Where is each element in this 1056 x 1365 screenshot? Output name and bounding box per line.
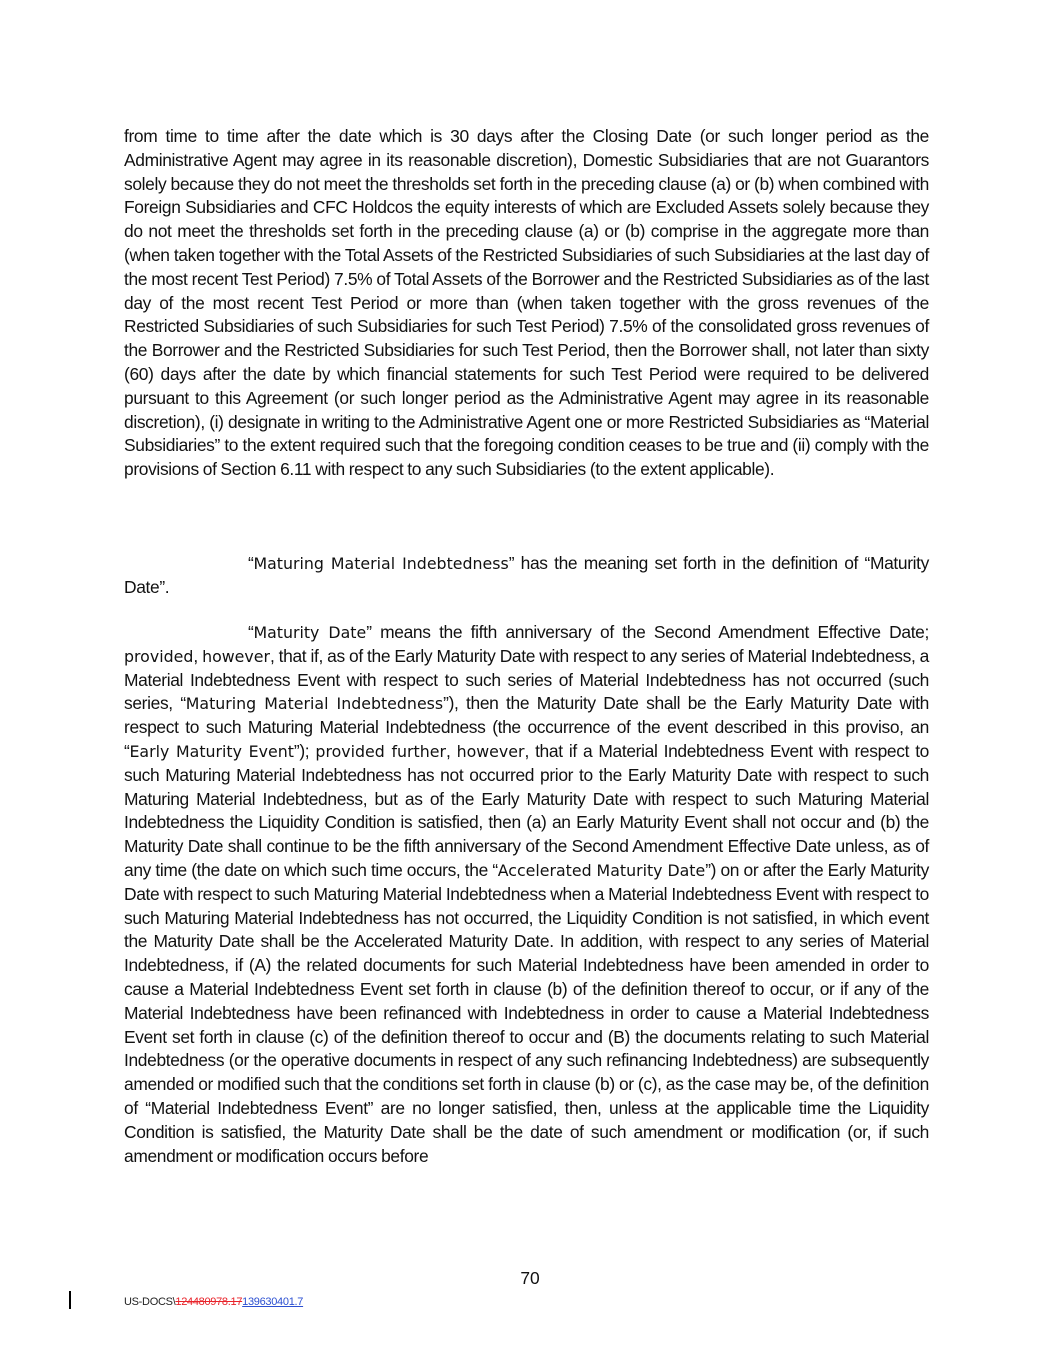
defined-term: Maturing Material Indebtedness bbox=[185, 694, 444, 714]
open-quote: “ bbox=[248, 622, 254, 642]
page-number: 70 bbox=[520, 1268, 540, 1288]
definition-text: , that if a Material Indebtedness Event with respect to such Maturing Material Indebtedness has not occurred prior to the Early Maturity Date with respect to such Maturing Material Indebtedness, but as of the Early Maturity Date with respect to such Maturing Material Indebtedness the Liquidity Condition is satisfied, then (a) an Early Maturity Event shall not occur and (b) the Maturity Date shall continue to be the fifth anniversary of the Second Amendment Effective Date unless, as of any time (the date on which such time occurs, the “ bbox=[124, 740, 930, 880]
proviso-term: provided bbox=[124, 646, 194, 666]
open-quote: “ bbox=[248, 553, 254, 573]
proviso-term: provided further bbox=[315, 741, 446, 761]
document-id bbox=[124, 1296, 303, 1308]
defined-term: Accelerated Maturity Date bbox=[497, 860, 706, 880]
proviso-term: however bbox=[202, 646, 270, 666]
doc-id-inserted: 139630401.7 bbox=[242, 1296, 304, 1308]
defined-term: Early Maturity Event bbox=[129, 741, 294, 761]
definition-text: ”); bbox=[293, 740, 316, 761]
revision-change-bar bbox=[69, 1291, 71, 1309]
definition-maturing-material-indebtedness bbox=[124, 552, 929, 600]
defined-term: Maturity Date bbox=[253, 623, 367, 642]
definition-text: ”), then the Maturity Date shall be the Early Maturity Date with respect to such Maturing Material Indebtedness (the occurrence of the event described in this proviso, an “ bbox=[124, 693, 929, 761]
definition-text: ”) on or after the Early Maturity Date with respect to such Maturing Material Indebtedness when a Material Indebtedness Event with respect to such Maturing Material Indebtedness has not occurred, the Liquidity Condition is not satisfied, in which event the Maturity Date shall be the Accelerated Maturity Date. In addition, with respect to any series of Material Indebtedness, if (A) the related documents for such Material Indebtedness have been amended in order to cause a Material Indebtedness Event set forth in clause (b) of the definition thereof to occur, or if any of the Material Indebtedness have been refinanced with Indebtedness in order to cause a Material Indebtedness Event set forth in clause (c) of the definition thereof to occur and (B) the documents relating to such Material Indebtedness (or the operative documents in respect of any such refinancing Indebtedness) are subsequently amended or modified such that the conditions set forth in clause (b) or (c), as the case may be, of the definition of “Material Indebtedness Event” are no longer satisfied, then, unless at the applicable time the Liquidity Condition is satisfied, the Maturity Date shall be the date of such amendment or modification (or, if such amendment or modification occurs before bbox=[124, 859, 929, 1166]
definition-text: , bbox=[445, 740, 457, 761]
definition-text: ” means the fifth anniversary of the Second Amendment Effective Date; bbox=[366, 622, 929, 642]
definition-text: ” has the meaning set forth in the definition of “Maturity Date”. bbox=[124, 553, 929, 597]
definition-text: , bbox=[193, 645, 203, 666]
doc-id-deleted: 124480978.17 bbox=[175, 1296, 243, 1308]
definition-maturity-date bbox=[124, 621, 929, 1168]
paragraph-material-subsidiaries-continuation: from time to time after the date which is 30 days after the Closing Date (or such longer period as the Administrative Agent may agree in its reasonable discretion), Domestic Subsidiaries that are not Guarantors solely because they do not meet the thresholds set forth in the preceding clause (a) or (b) when combined with Foreign Subsidiaries and CFC Holdcos the equity interests of which are Excluded Assets solely because they do not meet the thresholds set forth in the preceding clause (a) or (b) comprise in the aggregate more than (when taken together with the Total Assets of the Restricted Subsidiaries of such Subsidiaries at the last day of the most recent Test Period) 7.5% of Total Assets of the Borrower and the Restricted Subsidiaries as of the last day of the most recent Test Period or more than (when taken together with the gross revenues of the Restricted Subsidiaries of such Subsidiaries for such Test Period) 7.5% of the consolidated gross revenues of the Borrower and the Restricted Subsidiaries for such Test Period, then the Borrower shall, not later than sixty (60) days after the date by which financial statements for such Test Period were required to be delivered pursuant to this Agreement (or such longer period as the Administrative Agent may agree in its reasonable discretion), (i) designate in writing to the Administrative Agent one or more Restricted Subsidiaries as “Material Subsidiaries” to the extent required such that the foregoing condition ceases to be true and (ii) comply with the provisions of Section 6.11 with respect to any such Subsidiaries (to the extent applicable). bbox=[124, 126, 929, 480]
definition-text: , that if, as of the Early Maturity Date with respect to any series of Material Indebtedness, a Material Indebtedness Event with respect to such series of Material Indebtedness has not occurred (such series, “ bbox=[124, 645, 929, 714]
defined-term: Maturing Material Indebtedness bbox=[253, 554, 509, 573]
doc-id-prefix: US-DOCS\ bbox=[124, 1296, 176, 1308]
proviso-term: however bbox=[456, 741, 525, 761]
